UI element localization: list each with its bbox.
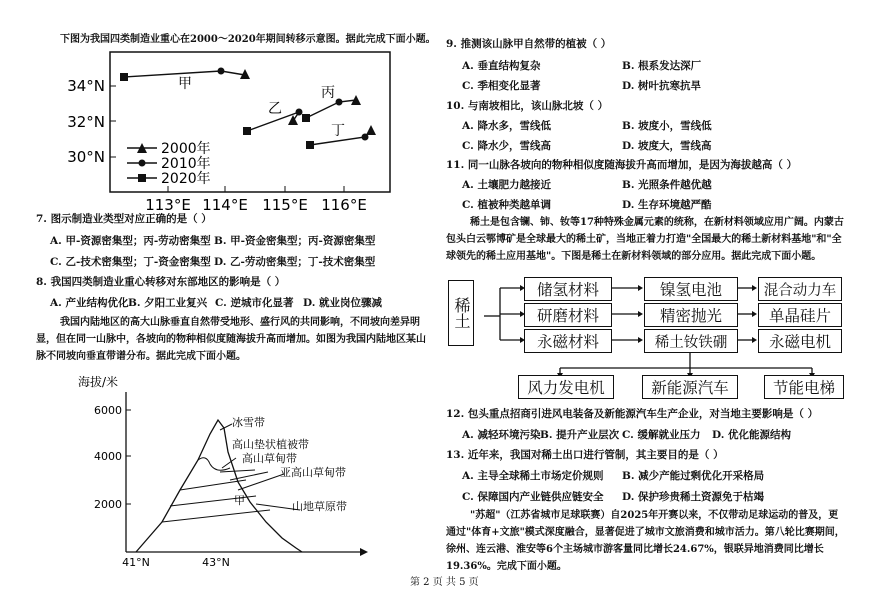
y-tick-32: 32°N [67,113,105,131]
series-bing [306,100,356,118]
bottom-elevator: 节能电梯 [764,375,844,399]
q7-option-d[interactable]: D. 乙-劳动密集型；丁-技术密集型 [214,256,376,268]
q11-stem: 11. 同一山脉各坡向的物种相似度随海拔升高而增加，是因为海拔越高（ ） [446,159,798,171]
q13-stem: 13. 近年来，我国对稀土出口进行管制，其主要目的是（ ） [446,449,724,461]
x-tick-114: 114°E [202,196,248,214]
q8-option-d[interactable]: D. 就业岗位骤减 [303,297,383,309]
q9-stem: 9. 推测该山脉甲自然带的植被（ ） [446,38,612,50]
q9-option-c[interactable]: C. 季相变化显著 [462,80,541,92]
q13-option-d[interactable]: D. 保护珍贵稀土资源免于枯竭 [622,491,765,503]
belt-subalpine-meadow: 亚高山草甸带 [280,466,346,479]
product-silicon-wafer: 单晶硅片 [758,303,842,327]
q13-option-b[interactable]: B. 减少产能过剩优化开采格局 [622,470,765,482]
chart1-frame [110,52,390,192]
q7-option-c[interactable]: C. 乙-技术密集型；丁-资金密集型 [50,256,211,268]
belt-cushion: 高山垫状植被带 [232,438,309,451]
y-tick-30: 30°N [67,148,105,166]
label-ding: 丁 [331,123,345,139]
y-tick-34: 34°N [67,77,105,95]
q10-option-a[interactable]: A. 降水多，雪线低 [462,120,551,132]
q7-option-a[interactable]: A. 甲-资源密集型；丙-劳动密集型 [50,235,211,247]
chart1-legend [127,140,211,187]
legend-2000: 2000年 [161,141,211,157]
mid-precision-polishing: 精密抛光 [644,303,738,327]
q12-option-b[interactable]: B. 提升产业层次 [540,429,620,441]
intro-q9-11: 我国内陆地区的高大山脉垂直自然带受地形、盛行风的共同影响，不同坡向差异明显，但在同一山脉中，各坡向的物种相似度随海拔升高而增加。如图为我国内陆地区某山脉不同坡向垂直带谱分布。据此完成下面小题。 [36,317,426,362]
intro-q7-8: 下图为我国四类制造业重心在2000～2020年期间转移示意图。据此完成下面小题。 [60,34,436,45]
intro-q12-13: 稀土是包含镧、铈、钕等17种特殊金属元素的统称，在新材料领域应用广阔。内蒙古包头白云鄂博矿是全球最大的稀土矿，当地正着力打造"全国最大的稀土新材料基地"和"全球领先的稀土应用基地"。下图是稀土在新材料领域的部分应用。据此完成下面小题。 [446,217,844,262]
q8-option-a[interactable]: A. 产业结构优化 [50,297,129,309]
q12-option-c[interactable]: C. 缓解就业压力 [622,429,701,441]
q8-stem: 8. 我国四类制造业重心转移对东部地区的影响是（ ） [36,276,286,288]
root-rare-earth: 稀土 [448,280,474,346]
q10-option-d[interactable]: D. 坡度大，雪线高 [622,140,712,152]
q12-option-d[interactable]: D. 优化能源结构 [712,429,792,441]
material-polishing: 研磨材料 [524,303,612,327]
q8-option-c[interactable]: C. 逆城市化显著 [215,297,294,309]
q10-option-b[interactable]: B. 坡度小，雪线低 [622,120,712,132]
q13-option-a[interactable]: A. 主导全球稀土市场定价规则 [462,470,604,482]
legend-2020: 2020年 [161,171,211,187]
q11-option-d[interactable]: D. 生存环境越严酷 [622,199,712,211]
y-axis-title: 海拔/米 [78,375,119,389]
intro-su-chao: "苏超"（江苏省城市足球联赛）自2025年开赛以来，不仅带动足球运动的普及，更通过"体育+文旅"模式深度融合，显著促进了城市文旅消费和城市活力。第八轮比赛期间，徐州、连云港、淮安等6个主场城市游客量同比增长24.67%，银联异地消费同比增长19.36%。完成下面小题。 [446,510,845,572]
y-tick-4000: 4000 [94,450,122,463]
bottom-nev: 新能源汽车 [642,375,738,399]
label-bing: 丙 [321,85,335,101]
q9-option-a[interactable]: A. 垂直结构复杂 [462,60,541,72]
material-permanent-magnet: 永磁材料 [524,329,612,353]
material-hydrogen-storage: 储氢材料 [524,277,612,301]
q12-stem: 12. 包头重点招商引进风电装备及新能源汽车生产企业，对当地主要影响是（ ） [446,408,819,420]
q9-option-d[interactable]: D. 树叶抗寒抗旱 [622,80,702,92]
belt-alpine-meadow: 高山草甸带 [242,452,297,465]
q12-option-a[interactable]: A. 减轻环境污染 [462,429,541,441]
q11-option-c[interactable]: C. 植被种类越单调 [462,199,551,211]
q7-stem: 7. 图示制造业类型对应正确的是（ ） [36,213,212,225]
q10-option-c[interactable]: C. 降水少，雪线高 [462,140,551,152]
x-tick-113: 113°E [145,196,191,214]
x-tick-43n: 43°N [202,556,230,568]
page-footer: 第 2 页 共 5 页 [410,577,479,588]
q8-option-b[interactable]: B. 夕阳工业复兴 [128,297,208,309]
x-tick-41n: 41°N [122,556,150,568]
q7-option-b[interactable]: B. 甲-资金密集型；丙-资源密集型 [214,235,376,247]
x-tick-116: 116°E [321,196,367,214]
chart-mountain-belts [70,372,370,568]
q10-stem: 10. 与南坡相比，该山脉北坡（ ） [446,100,609,112]
label-jia-belt: 甲 [234,494,245,507]
mid-nimh-battery: 镍氢电池 [644,277,738,301]
label-jia: 甲 [178,76,192,92]
q11-option-a[interactable]: A. 土壤肥力越接近 [462,179,551,191]
q11-option-b[interactable]: B. 光照条件越优越 [622,179,712,191]
mid-ndfeb: 稀土钕铁硼 [644,329,738,353]
q13-option-c[interactable]: C. 保障国内产业链供应链安全 [462,491,604,503]
product-hybrid-car: 混合动力车 [758,277,842,301]
y-tick-6000: 6000 [94,404,122,417]
y-tick-2000: 2000 [94,498,122,511]
product-magnet-motor: 永磁电机 [758,329,842,353]
chart-industry-shift [55,50,400,220]
label-yi: 乙 [268,101,282,117]
belt-steppe: 山地草原带 [292,500,347,513]
belt-snow: 冰雪带 [232,416,265,429]
bottom-wind-turbine: 风力发电机 [518,375,614,399]
q9-option-b[interactable]: B. 根系发达深厂 [622,60,702,72]
x-tick-115: 115°E [262,196,308,214]
legend-2010: 2010年 [161,156,211,172]
